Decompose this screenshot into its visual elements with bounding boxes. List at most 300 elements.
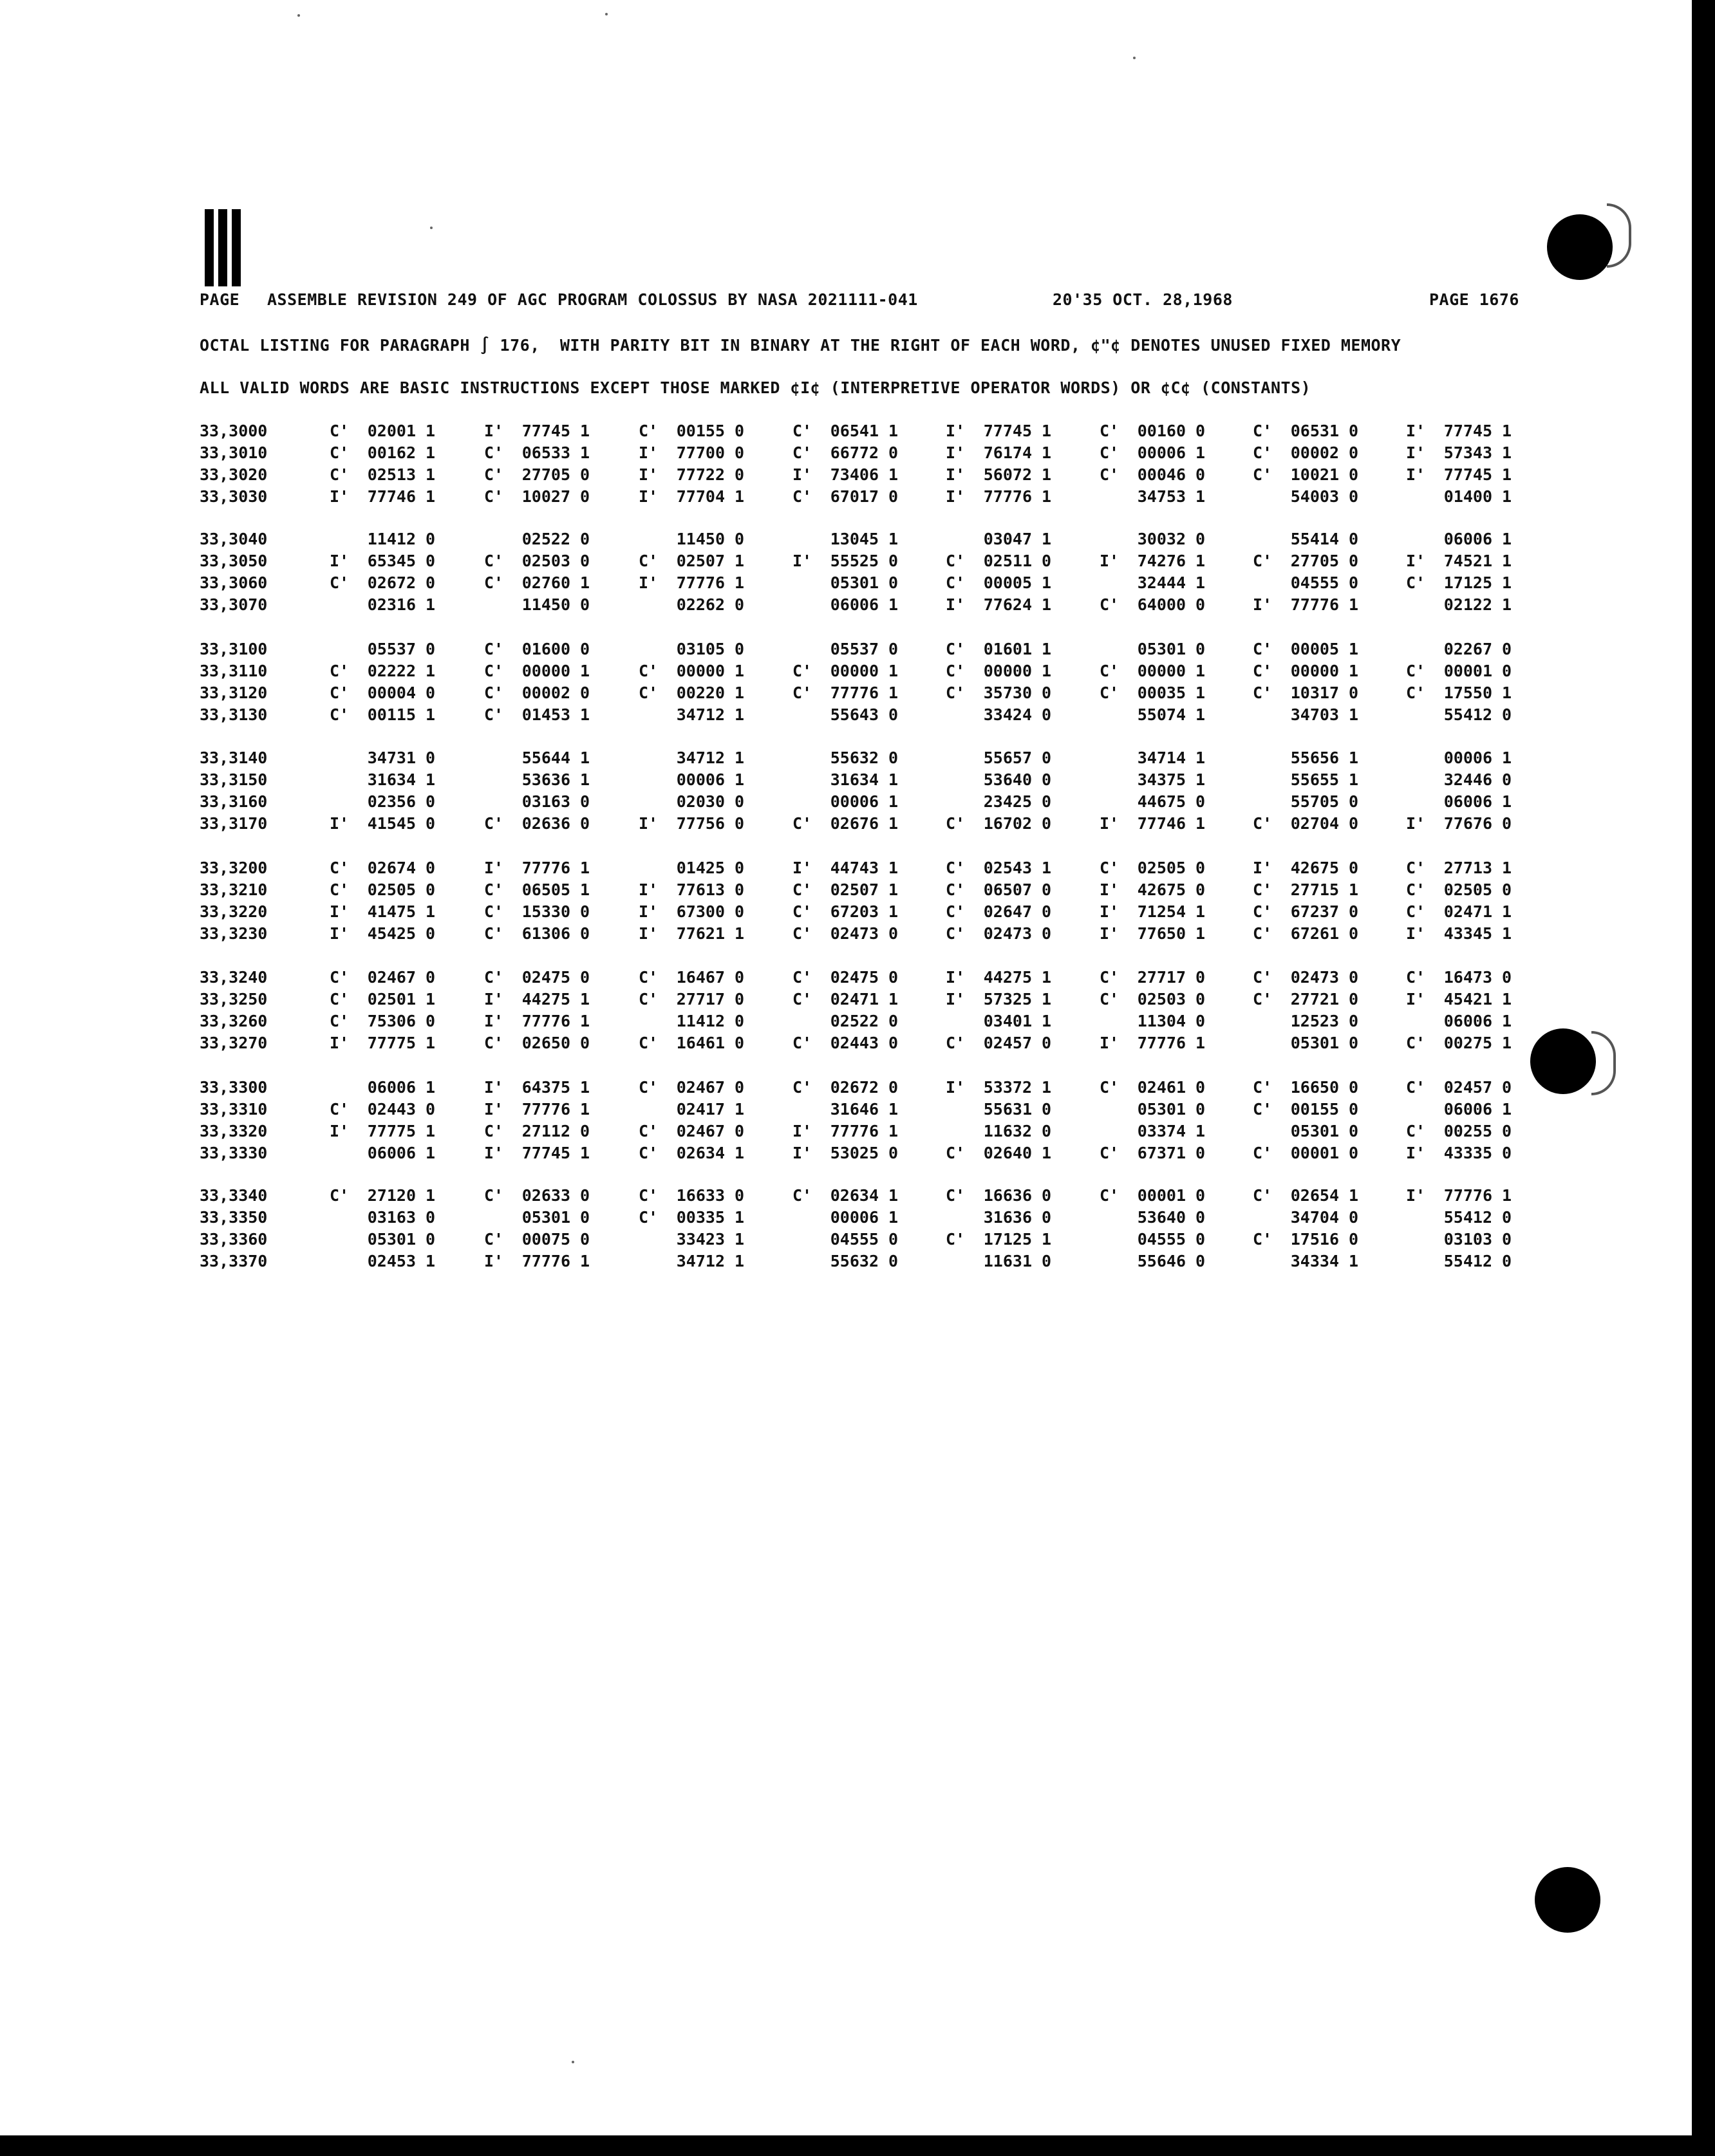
- octal-word: [484, 989, 590, 1010]
- row-address: 33,3030: [200, 487, 268, 506]
- word-type-marker: C': [330, 422, 350, 440]
- octal-value: 27721: [1290, 990, 1339, 1008]
- octal-word: [792, 813, 898, 834]
- word-type-marker: I': [946, 1078, 966, 1097]
- parity-bit: 0: [1348, 530, 1358, 548]
- parity-bit: 1: [1501, 902, 1512, 921]
- octal-word: [1100, 1011, 1205, 1032]
- octal-word: [1406, 902, 1512, 922]
- octal-word: [639, 443, 744, 463]
- octal-value: 00000: [1137, 662, 1186, 680]
- listing-row: [0, 529, 1692, 550]
- word-type-marker: C': [330, 465, 350, 484]
- word-type-marker: I': [1406, 990, 1426, 1008]
- octal-word: [639, 595, 744, 615]
- octal-word: [1406, 661, 1512, 682]
- parity-bit: 0: [734, 1186, 744, 1205]
- parity-bit: 1: [734, 1144, 744, 1162]
- octal-value: 16473: [1443, 968, 1492, 987]
- octal-value: 77776: [830, 683, 879, 702]
- octal-value: 17125: [983, 1230, 1032, 1249]
- octal-word: [639, 465, 744, 485]
- word-type-marker: I': [330, 1034, 350, 1052]
- parity-bit: 0: [1348, 859, 1358, 877]
- octal-word: [946, 1229, 1051, 1250]
- parity-bit: 1: [734, 705, 744, 724]
- parity-bit: 1: [888, 422, 898, 440]
- octal-value: 11450: [521, 595, 570, 614]
- word-type-marker: I': [946, 422, 966, 440]
- row-address: 33,3000: [200, 422, 268, 440]
- octal-word: [792, 421, 898, 441]
- parity-bit: 1: [425, 443, 435, 462]
- octal-word: [1100, 421, 1205, 441]
- word-type-marker: I': [1406, 814, 1426, 833]
- octal-word: [1100, 1099, 1205, 1120]
- word-type-marker: C': [1253, 443, 1273, 462]
- word-type-marker: I': [330, 1122, 350, 1140]
- octal-value: 05301: [1290, 1034, 1339, 1052]
- octal-word: [639, 683, 744, 703]
- octal-value: 00115: [367, 705, 416, 724]
- octal-word: [484, 1077, 590, 1098]
- parity-bit: 0: [734, 1012, 744, 1030]
- octal-word: [484, 770, 590, 790]
- octal-word: [1253, 792, 1358, 812]
- row-address: 33,3150: [200, 770, 268, 789]
- octal-value: 77745: [521, 1144, 570, 1162]
- octal-word: [792, 529, 898, 550]
- parity-bit: 1: [1501, 990, 1512, 1008]
- octal-value: 02505: [367, 880, 416, 899]
- row-address: 33,3050: [200, 552, 268, 570]
- octal-value: 00002: [1290, 443, 1339, 462]
- word-type-marker: C': [639, 968, 659, 987]
- octal-word: [1253, 595, 1358, 615]
- octal-word: [1406, 529, 1512, 550]
- word-type-marker: I': [484, 422, 504, 440]
- octal-word: [946, 443, 1051, 463]
- word-type-marker: C': [484, 705, 504, 724]
- parity-bit: 0: [1041, 880, 1051, 899]
- octal-word: [1100, 705, 1205, 725]
- octal-value: 05301: [1137, 1100, 1186, 1119]
- parity-bit: 0: [1195, 1100, 1205, 1119]
- octal-value: 32446: [1443, 770, 1492, 789]
- octal-word: [639, 1099, 744, 1120]
- header-line-2: OCTAL LISTING FOR PARAGRAPH ∫ 176, WITH PARITY BIT IN BINARY AT THE RIGHT OF EACH WORD, ¢"¢ DENOTES UNUSED FIXED MEMORY: [200, 336, 1401, 355]
- parity-bit: 1: [1041, 465, 1051, 484]
- parity-bit: 0: [1041, 1034, 1051, 1052]
- octal-word: [792, 858, 898, 878]
- word-type-marker: C': [330, 1100, 350, 1119]
- parity-bit: 0: [1195, 465, 1205, 484]
- octal-value: 05301: [1137, 640, 1186, 658]
- row-address: 33,3130: [200, 705, 268, 724]
- header-line-3: ALL VALID WORDS ARE BASIC INSTRUCTIONS EXCEPT THOSE MARKED ¢I¢ (INTERPRETIVE OPERATOR WORDS) OR ¢C¢ (CONSTANTS): [200, 378, 1311, 397]
- octal-value: 12523: [1290, 1012, 1339, 1030]
- octal-value: 02507: [676, 552, 725, 570]
- octal-word: [792, 902, 898, 922]
- word-type-marker: I': [1100, 1034, 1120, 1052]
- listing-row: [0, 443, 1692, 463]
- parity-bit: 0: [425, 880, 435, 899]
- octal-word: [946, 770, 1051, 790]
- parity-bit: 1: [1195, 662, 1205, 680]
- octal-value: 64000: [1137, 595, 1186, 614]
- octal-word: [484, 813, 590, 834]
- octal-word: [792, 748, 898, 768]
- octal-value: 10021: [1290, 465, 1339, 484]
- parity-bit: 0: [1501, 1230, 1512, 1249]
- word-type-marker: C': [1253, 1144, 1273, 1162]
- octal-value: 34731: [367, 748, 416, 767]
- octal-value: 03401: [983, 1012, 1032, 1030]
- word-type-marker: C': [1253, 1230, 1273, 1249]
- octal-word: [1100, 1207, 1205, 1228]
- word-type-marker: I': [1406, 465, 1426, 484]
- word-type-marker: C': [946, 552, 966, 570]
- word-type-marker: C': [484, 1034, 504, 1052]
- word-type-marker: C': [946, 924, 966, 943]
- octal-word: [484, 529, 590, 550]
- octal-value: 53636: [521, 770, 570, 789]
- listing-row: [0, 1251, 1692, 1272]
- parity-bit: 1: [734, 924, 744, 943]
- parity-bit: 0: [1501, 1078, 1512, 1097]
- parity-bit: 0: [1348, 968, 1358, 987]
- octal-value: 00006: [676, 770, 725, 789]
- parity-bit: 0: [425, 683, 435, 702]
- octal-value: 02634: [830, 1186, 879, 1205]
- word-type-marker: C': [330, 1012, 350, 1030]
- octal-value: 10027: [521, 487, 570, 506]
- parity-bit: 1: [734, 1100, 744, 1119]
- octal-value: 04555: [830, 1230, 879, 1249]
- parity-bit: 0: [1348, 552, 1358, 570]
- octal-word: [330, 858, 435, 878]
- octal-value: 06507: [983, 880, 1032, 899]
- row-address: 33,3220: [200, 902, 268, 921]
- octal-word: [1406, 792, 1512, 812]
- parity-bit: 1: [1041, 990, 1051, 1008]
- octal-word: [1406, 1185, 1512, 1206]
- octal-word: [1253, 487, 1358, 507]
- parity-bit: 0: [734, 1122, 744, 1140]
- octal-value: 17516: [1290, 1230, 1339, 1249]
- row-address: 33,3160: [200, 792, 268, 811]
- octal-word: [792, 443, 898, 463]
- parity-bit: 0: [1348, 573, 1358, 592]
- octal-word: [1100, 748, 1205, 768]
- parity-bit: 1: [1348, 770, 1358, 789]
- octal-word: [1406, 487, 1512, 507]
- parity-bit: 0: [734, 530, 744, 548]
- octal-word: [639, 573, 744, 593]
- word-type-marker: C': [1253, 1100, 1273, 1119]
- word-type-marker: I': [1406, 443, 1426, 462]
- octal-word: [484, 705, 590, 725]
- octal-word: [330, 683, 435, 703]
- parity-bit: 0: [734, 792, 744, 811]
- octal-word: [330, 639, 435, 660]
- octal-value: 65345: [367, 552, 416, 570]
- word-type-marker: C': [1406, 880, 1426, 899]
- octal-value: 73406: [830, 465, 879, 484]
- octal-word: [1406, 1251, 1512, 1272]
- octal-word: [484, 1229, 590, 1250]
- octal-value: 00035: [1137, 683, 1186, 702]
- octal-word: [1406, 705, 1512, 725]
- word-type-marker: C': [1100, 859, 1120, 877]
- word-type-marker: I': [330, 814, 350, 833]
- parity-bit: 0: [1195, 595, 1205, 614]
- octal-value: 00335: [676, 1208, 725, 1227]
- octal-word: [1100, 573, 1205, 593]
- octal-value: 45421: [1443, 990, 1492, 1008]
- octal-word: [639, 813, 744, 834]
- listing-row: [0, 487, 1692, 507]
- word-type-marker: C': [792, 990, 812, 1008]
- word-type-marker: I': [639, 814, 659, 833]
- octal-value: 00001: [1290, 1144, 1339, 1162]
- parity-bit: 1: [1041, 1230, 1051, 1249]
- parity-bit: 1: [888, 465, 898, 484]
- word-type-marker: I': [792, 1144, 812, 1162]
- octal-word: [946, 924, 1051, 944]
- octal-word: [330, 421, 435, 441]
- octal-value: 00155: [676, 422, 725, 440]
- octal-word: [484, 967, 590, 988]
- row-address: 33,3040: [200, 530, 268, 548]
- octal-value: 56072: [983, 465, 1032, 484]
- octal-value: 11450: [676, 530, 725, 548]
- octal-word: [1406, 1033, 1512, 1054]
- parity-bit: 0: [1348, 422, 1358, 440]
- word-type-marker: C': [946, 859, 966, 877]
- parity-bit: 1: [888, 859, 898, 877]
- parity-bit: 1: [888, 1122, 898, 1140]
- octal-value: 02467: [367, 968, 416, 987]
- octal-value: 35730: [983, 683, 1032, 702]
- parity-bit: 0: [1348, 1144, 1358, 1162]
- parity-bit: 1: [1348, 640, 1358, 658]
- octal-value: 77650: [1137, 924, 1186, 943]
- word-type-marker: C': [1100, 422, 1120, 440]
- parity-bit: 1: [888, 662, 898, 680]
- octal-value: 27705: [521, 465, 570, 484]
- octal-word: [1406, 1121, 1512, 1142]
- octal-word: [330, 770, 435, 790]
- parity-bit: 1: [888, 1186, 898, 1205]
- octal-value: 02507: [830, 880, 879, 899]
- octal-word: [792, 1185, 898, 1206]
- parity-bit: 0: [579, 552, 590, 570]
- parity-bit: 0: [888, 924, 898, 943]
- parity-bit: 1: [734, 487, 744, 506]
- octal-value: 06006: [1443, 1012, 1492, 1030]
- word-type-marker: C': [1253, 1078, 1273, 1097]
- octal-word: [792, 639, 898, 660]
- parity-bit: 0: [1348, 902, 1358, 921]
- octal-word: [1406, 1229, 1512, 1250]
- word-type-marker: C': [639, 422, 659, 440]
- octal-word: [946, 421, 1051, 441]
- parity-bit: 0: [888, 748, 898, 767]
- parity-bit: 1: [888, 990, 898, 1008]
- octal-word: [330, 465, 435, 485]
- octal-value: 77776: [1443, 1186, 1492, 1205]
- parity-bit: 0: [425, 814, 435, 833]
- parity-bit: 1: [1348, 705, 1358, 724]
- word-type-marker: C': [792, 880, 812, 899]
- octal-word: [330, 705, 435, 725]
- octal-value: 31646: [830, 1100, 879, 1119]
- parity-bit: 0: [1041, 705, 1051, 724]
- parity-bit: 1: [734, 1230, 744, 1249]
- parity-bit: 1: [579, 990, 590, 1008]
- parity-bit: 1: [1348, 1252, 1358, 1270]
- word-type-marker: I': [946, 443, 966, 462]
- row-address: 33,3270: [200, 1034, 268, 1052]
- octal-word: [484, 902, 590, 922]
- word-type-marker: C': [484, 814, 504, 833]
- word-type-marker: C': [1253, 1186, 1273, 1205]
- octal-word: [330, 1077, 435, 1098]
- octal-value: 02443: [367, 1100, 416, 1119]
- octal-word: [330, 792, 435, 812]
- word-type-marker: C': [639, 1186, 659, 1205]
- word-type-marker: I': [1253, 595, 1273, 614]
- parity-bit: 0: [579, 1186, 590, 1205]
- octal-value: 04555: [1137, 1230, 1186, 1249]
- row-address: 33,3120: [200, 683, 268, 702]
- parity-bit: 0: [1195, 1144, 1205, 1162]
- octal-value: 55414: [1290, 530, 1339, 548]
- octal-word: [1406, 573, 1512, 593]
- octal-value: 67237: [1290, 902, 1339, 921]
- octal-word: [1253, 1033, 1358, 1054]
- parity-bit: 0: [1348, 1122, 1358, 1140]
- octal-word: [639, 880, 744, 900]
- octal-value: 02417: [676, 1100, 725, 1119]
- octal-value: 06541: [830, 422, 879, 440]
- parity-bit: 0: [1195, 1252, 1205, 1270]
- octal-word: [1406, 683, 1512, 703]
- parity-bit: 0: [579, 1230, 590, 1249]
- word-type-marker: C': [484, 880, 504, 899]
- word-type-marker: C': [792, 1186, 812, 1205]
- parity-bit: 0: [579, 1034, 590, 1052]
- parity-bit: 0: [579, 465, 590, 484]
- octal-value: 02475: [830, 968, 879, 987]
- octal-value: 43345: [1443, 924, 1492, 943]
- octal-word: [330, 529, 435, 550]
- row-address: 33,3360: [200, 1230, 268, 1249]
- parity-bit: 0: [734, 1078, 744, 1097]
- parity-bit: 1: [1501, 1186, 1512, 1205]
- octal-value: 27713: [1443, 859, 1492, 877]
- parity-bit: 1: [734, 552, 744, 570]
- parity-bit: 0: [1348, 1078, 1358, 1097]
- word-type-marker: C': [1253, 968, 1273, 987]
- word-type-marker: C': [639, 683, 659, 702]
- octal-value: 00005: [1290, 640, 1339, 658]
- row-address: 33,3230: [200, 924, 268, 943]
- octal-value: 55074: [1137, 705, 1186, 724]
- octal-word: [484, 465, 590, 485]
- octal-value: 03105: [676, 640, 725, 658]
- row-address: 33,3250: [200, 990, 268, 1008]
- parity-bit: 0: [888, 573, 898, 592]
- parity-bit: 1: [734, 662, 744, 680]
- octal-value: 77745: [521, 422, 570, 440]
- parity-bit: 0: [734, 422, 744, 440]
- octal-word: [639, 1033, 744, 1054]
- octal-value: 77776: [983, 487, 1032, 506]
- octal-word: [1253, 967, 1358, 988]
- row-address: 33,3240: [200, 968, 268, 987]
- octal-value: 05537: [830, 640, 879, 658]
- octal-value: 02672: [367, 573, 416, 592]
- octal-word: [639, 1229, 744, 1250]
- parity-bit: 1: [1195, 705, 1205, 724]
- octal-value: 44275: [983, 968, 1032, 987]
- word-type-marker: C': [792, 1078, 812, 1097]
- octal-word: [1100, 989, 1205, 1010]
- octal-word: [946, 1121, 1051, 1142]
- octal-word: [330, 1207, 435, 1228]
- word-type-marker: C': [1100, 990, 1120, 1008]
- octal-word: [792, 792, 898, 812]
- octal-value: 77676: [1443, 814, 1492, 833]
- octal-value: 01400: [1443, 487, 1492, 506]
- octal-value: 27112: [521, 1122, 570, 1140]
- octal-word: [1100, 639, 1205, 660]
- octal-value: 55412: [1443, 705, 1492, 724]
- octal-word: [639, 902, 744, 922]
- listing-row: [0, 1143, 1692, 1164]
- octal-word: [1100, 487, 1205, 507]
- octal-value: 45425: [367, 924, 416, 943]
- octal-word: [792, 1121, 898, 1142]
- octal-word: [484, 421, 590, 441]
- octal-word: [330, 1143, 435, 1164]
- scan-speck: [605, 13, 608, 15]
- octal-value: 64375: [521, 1078, 570, 1097]
- octal-word: [1253, 1121, 1358, 1142]
- word-type-marker: I': [484, 990, 504, 1008]
- row-address: 33,3340: [200, 1186, 268, 1205]
- row-address: 33,3300: [200, 1078, 268, 1097]
- octal-word: [639, 1185, 744, 1206]
- octal-word: [1100, 858, 1205, 878]
- parity-bit: 1: [734, 770, 744, 789]
- octal-word: [1406, 924, 1512, 944]
- octal-word: [1406, 770, 1512, 790]
- octal-value: 67261: [1290, 924, 1339, 943]
- parity-bit: 0: [1348, 990, 1358, 1008]
- octal-word: [1100, 683, 1205, 703]
- parity-bit: 0: [888, 640, 898, 658]
- parity-bit: 0: [1041, 748, 1051, 767]
- octal-value: 06533: [521, 443, 570, 462]
- parity-bit: 0: [1195, 792, 1205, 811]
- octal-word: [484, 443, 590, 463]
- octal-value: 31634: [367, 770, 416, 789]
- octal-value: 03047: [983, 530, 1032, 548]
- octal-value: 77722: [676, 465, 725, 484]
